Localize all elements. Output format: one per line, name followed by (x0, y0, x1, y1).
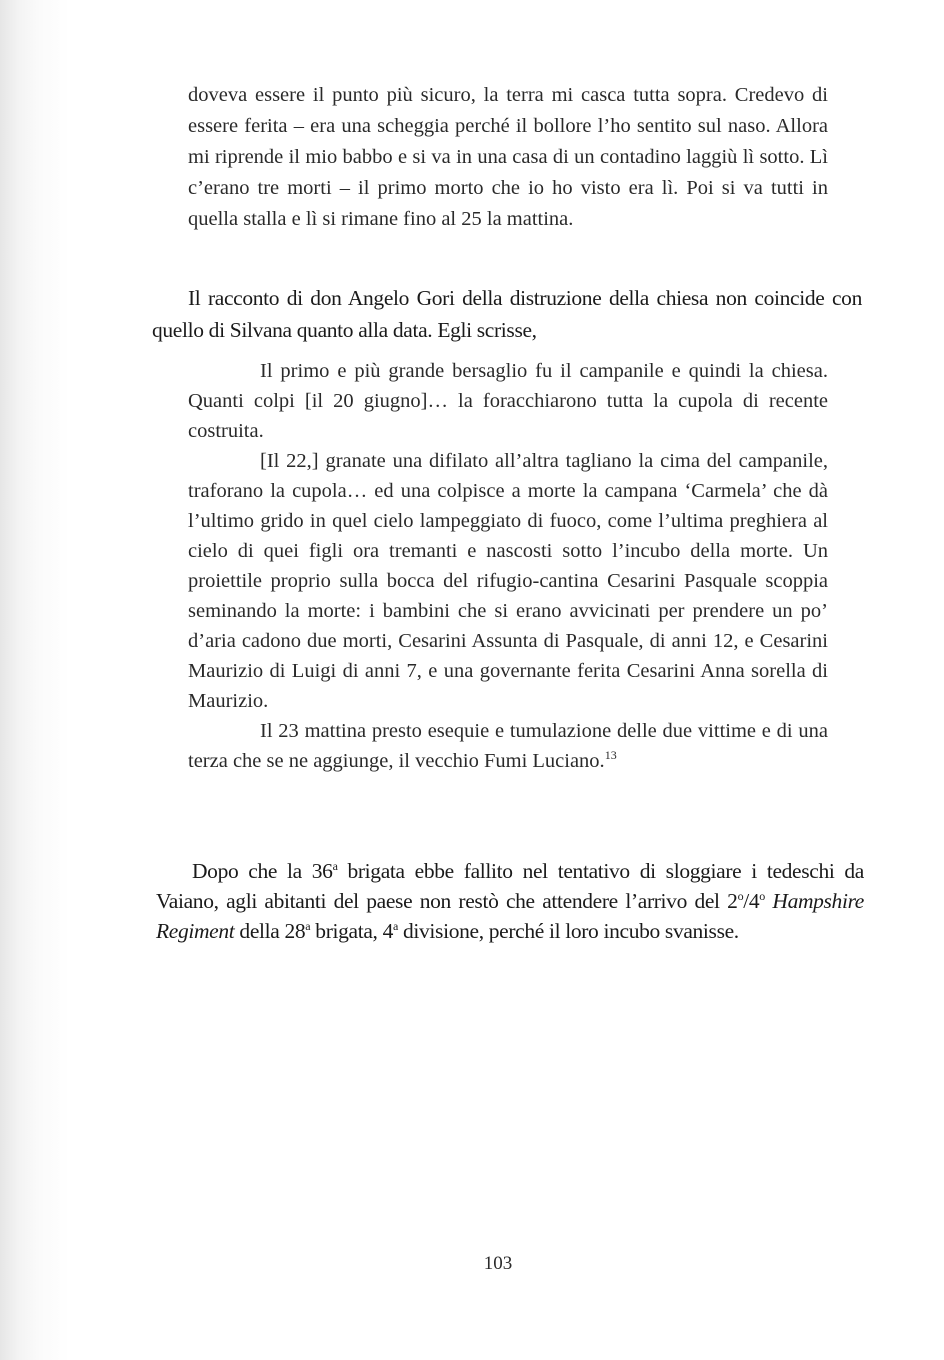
p2-part2: brigata ebbe fallito nel tentativo di sloggiare i tedeschi da Vaiano, agli abitanti del paese non restò che attendere l’arrivo del 2 (156, 859, 864, 913)
body-paragraph-2 (156, 856, 864, 946)
p2-sup4: a (305, 918, 311, 933)
block-quote-testimony: doveva essere il punto più sicuro, la terra mi casca tutta sopra. Credevo di essere ferita – era una scheggia perché il bollore l’ho sentito sul naso. Allora mi riprende il mio babbo e si va in una casa di un contadino laggiù lì sotto. Lì c’erano tre morti – il primo morto che io ho visto era lì. Poi si va tutti in quella stalla e lì si rimane fino al 25 la mattina. (188, 84, 828, 230)
p2-part3: /4 (743, 889, 760, 913)
footnote-reference: 13 (604, 748, 617, 763)
p2-sup3: o (759, 888, 765, 903)
block-quote-gori (188, 356, 828, 776)
p2-sup1: a (332, 858, 338, 873)
p2-sup5: a (393, 918, 398, 933)
p2-part1: Dopo che la 36 (192, 859, 333, 883)
p2-part7: divisione, perché il loro incubo svanisse. (397, 919, 739, 943)
quote-paragraph-2: [Il 22,] granate una difilato all’altra tagliano la cima del campanile, traforano la cupola… ed una colpisce a morte la campana ‘Carmela’ che dà l’ultimo grido in quel cielo lampeggiato di fuoco, come l’ultima preghiera al cielo di quei figli ora tremanti e nascosti sotto l’incubo della morte. Un proiettile proprio sulla bocca del rifugio-cantina Cesarini Pasquale scoppia seminando la morte: i bambini che si erano avvicinati per prendere un po’ d’aria cadono due morti, Cesarini Assunta di Pasquale, di anni 12, e Cesarini Maurizio di Luigi di anni 7, e una governante ferita Cesarini Anna sorella di Maurizio. (188, 450, 828, 712)
quote-paragraph-3 (188, 716, 828, 776)
page-number: 103 (483, 1253, 513, 1274)
p2-italic-regiment: Hampshire Regiment (156, 889, 864, 943)
quote-paragraph-3-text: Il 23 mattina presto esequie e tumulazione delle due vittime e di una terza che se ne aggiunge, il vecchio Fumi Luciano. (188, 720, 828, 772)
p2-part5: della 28 (234, 919, 306, 943)
p2-sup2: o (737, 888, 744, 903)
quote-paragraph-1: Il primo e più grande bersaglio fu il campanile e quindi la chiesa. Quanti colpi [il 20 giugno]… la foracchiarono tutta la cupola di recente costruita. (188, 360, 828, 442)
body-paragraph-1: Il racconto di don Angelo Gori della distruzione della chiesa non coincide con quello di Silvana quanto alla data. Egli scrisse, (152, 286, 862, 342)
p2-part6: brigata, 4 (310, 919, 393, 943)
